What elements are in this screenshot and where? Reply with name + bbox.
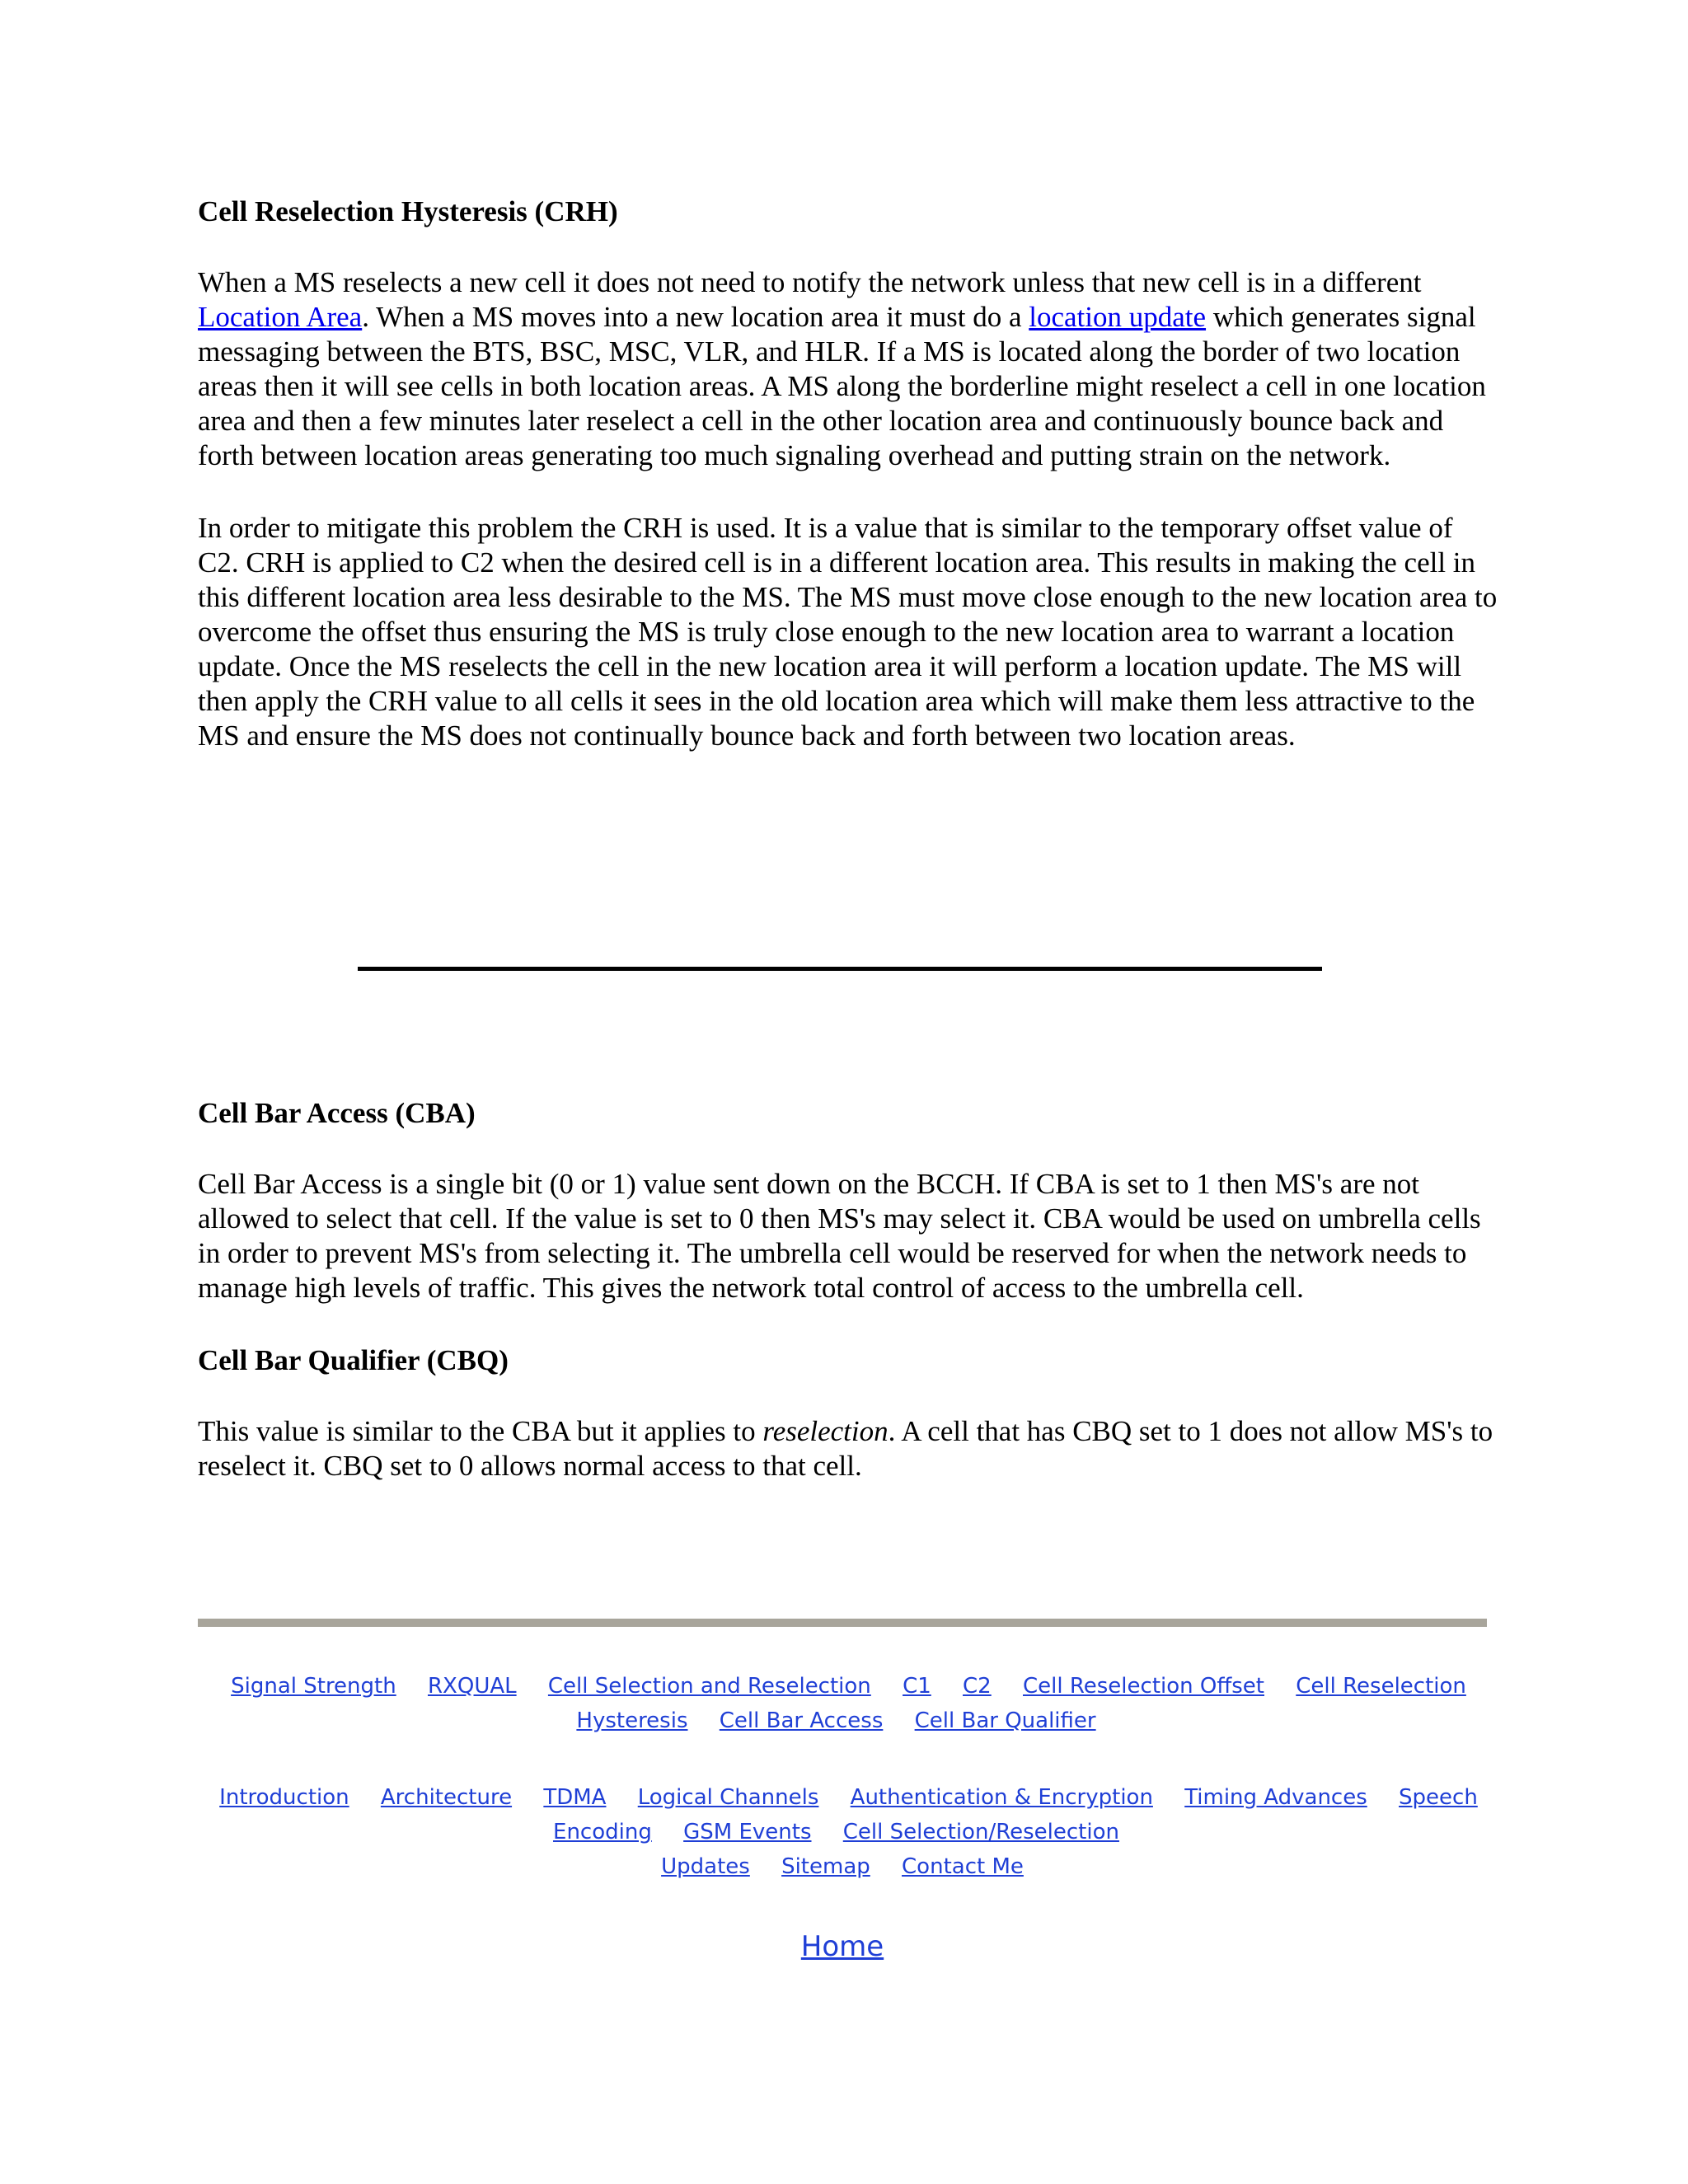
- nav-cell-bar-qualifier[interactable]: Cell Bar Qualifier: [914, 1708, 1096, 1733]
- crh-text-c: which generates signal messaging between the BTS, BSC, MSC, VLR, and HLR. If a MS is located along the border of two location areas then it will see cells in both location areas. A MS along the borderline might reselect a cell in one location area and then a few minutes later reselect a cell in the other location area and continuously bounce back and forth between location areas generating too much signaling overhead and putting strain on the network.: [198, 301, 1486, 471]
- nav-cell-bar-access[interactable]: Cell Bar Access: [719, 1708, 884, 1733]
- nav-updates[interactable]: Updates: [661, 1854, 750, 1879]
- cba-paragraph: Cell Bar Access is a single bit (0 or 1) value sent down on the BCCH. If CBA is set to 1 then MS's are not allowed to select that cell. If the value is set to 0 then MS's may select it. CBA would be used on umbrella cells in order to prevent MS's from selecting it. The umbrella cell would be reserved for when the network needs to manage high levels of traffic. This gives the network total control of access to the umbrella cell.: [198, 1168, 1481, 1304]
- nav-c1[interactable]: C1: [903, 1674, 931, 1699]
- nav-tdma[interactable]: TDMA: [543, 1785, 607, 1810]
- cbq-text-b: . A cell that has CBQ set to 1 does not allow MS's to reselect it. CBQ set to 0 allows normal access to that cell.: [198, 1415, 1493, 1482]
- nav-cell-selection-reselection-main[interactable]: Cell Selection/Reselection: [842, 1820, 1119, 1844]
- home-link[interactable]: Home: [800, 1930, 884, 1963]
- nav-cell-reselection-offset[interactable]: Cell Reselection Offset: [1023, 1674, 1264, 1699]
- main-nav: [198, 1780, 1487, 1884]
- footer-rule: [198, 1619, 1487, 1627]
- nav-contact-me[interactable]: Contact Me: [902, 1854, 1024, 1879]
- nav-introduction[interactable]: Introduction: [219, 1785, 349, 1810]
- nav-speech-encoding[interactable]: Speech Encoding: [553, 1785, 1478, 1844]
- cbq-paragraph: [198, 1414, 1500, 1483]
- crh-section: [198, 194, 1500, 753]
- crh-text-b: . When a MS moves into a new location area it must do a: [362, 301, 1029, 333]
- nav-signal-strength[interactable]: Signal Strength: [231, 1674, 396, 1699]
- cbq-emphasis: reselection: [762, 1415, 889, 1447]
- crh-paragraph-1: [198, 265, 1500, 473]
- nav-timing-advances[interactable]: Timing Advances: [1184, 1785, 1367, 1810]
- nav-rxqual[interactable]: RXQUAL: [427, 1674, 517, 1699]
- home-nav: [198, 1929, 1487, 1965]
- crh-text-a: When a MS reselects a new cell it does not need to notify the network unless that new cell is in a different: [198, 266, 1422, 298]
- nav-gsm-events[interactable]: GSM Events: [683, 1820, 812, 1844]
- section-divider: [358, 967, 1322, 971]
- cba-heading: Cell Bar Access (CBA): [198, 1097, 476, 1129]
- cbq-heading: Cell Bar Qualifier (CBQ): [198, 1344, 509, 1376]
- cbq-text-a: This value is similar to the CBA but it applies to: [198, 1415, 763, 1447]
- cba-cbq-section: [198, 1096, 1500, 1483]
- section-nav: [198, 1669, 1487, 1738]
- nav-sitemap[interactable]: Sitemap: [781, 1854, 870, 1879]
- nav-authentication-encryption[interactable]: Authentication & Encryption: [850, 1785, 1153, 1810]
- nav-cell-selection-reselection[interactable]: Cell Selection and Reselection: [547, 1674, 871, 1699]
- nav-c2[interactable]: C2: [963, 1674, 992, 1699]
- location-area-link[interactable]: Location Area: [198, 301, 363, 333]
- nav-cell-reselection-hysteresis[interactable]: Cell Reselection Hysteresis: [576, 1674, 1466, 1733]
- nav-logical-channels[interactable]: Logical Channels: [637, 1785, 819, 1810]
- location-update-link[interactable]: location update: [1029, 301, 1207, 333]
- crh-paragraph-2: In order to mitigate this problem the CRH is used. It is a value that is similar to the temporary offset value of C2. CRH is applied to C2 when the desired cell is in a different location area. This results in making the cell in this different location area less desirable to the MS. The MS must move close enough to the new location area to overcome the offset thus ensuring the MS is truly close enough to the new location area to warrant a location update. Once the MS reselects the cell in the new location area it will perform a location update. The MS will then apply the CRH value to all cells it sees in the old location area which will make them less attractive to the MS and ensure the MS does not continually bounce back and forth between two location areas.: [198, 512, 1498, 752]
- nav-architecture[interactable]: Architecture: [380, 1785, 513, 1810]
- crh-heading: Cell Reselection Hysteresis (CRH): [198, 195, 618, 227]
